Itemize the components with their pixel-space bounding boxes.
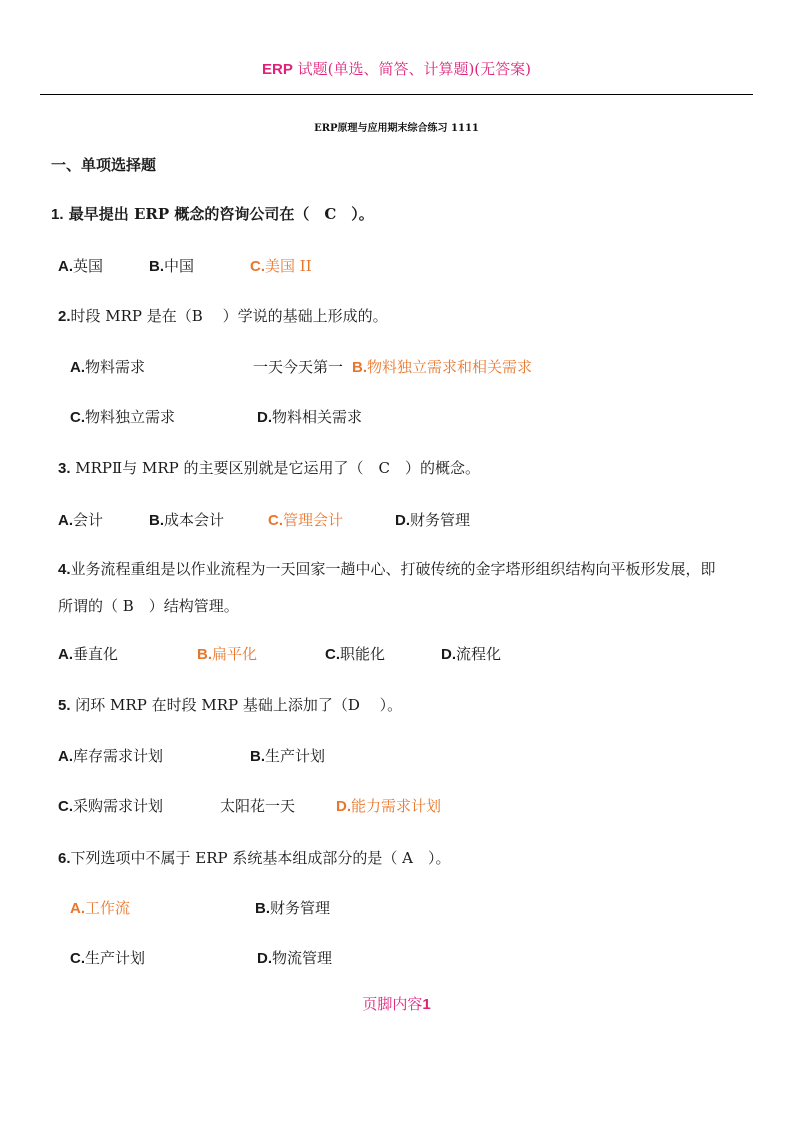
q3-option-c-answer: C.管理会计: [268, 511, 344, 529]
q1-option-a: A.英国: [58, 257, 104, 275]
question-6: 6.下列选项中不属于 ERP 系统基本组成部分的是（ A ）。: [58, 849, 451, 867]
header-divider: [40, 94, 753, 95]
q5-option-d-answer: D.能力需求计划: [336, 797, 442, 815]
q2-option-c: C.物料独立需求: [70, 408, 176, 426]
q5-inline-note: 太阳花一天: [220, 797, 296, 815]
q3-option-a: A.会计: [58, 511, 104, 529]
question-3: 3. MRPⅡ与 MRP 的主要区别就是它运用了（ C ）的概念。: [58, 459, 480, 477]
q3-option-b: B.成本会计: [149, 511, 225, 529]
question-4-line-2: 所谓的（ B ）结构管理。: [58, 597, 239, 615]
section-heading: 一、单项选择题: [51, 156, 157, 174]
question-2: 2.时段 MRP 是在（B ）学说的基础上形成的。: [58, 307, 388, 325]
document-header-title: ERP 试题(单选、简答、计算题)(无答案): [261, 60, 532, 78]
q2-option-d: D.物料相关需求: [257, 408, 363, 426]
q6-option-a-answer: A.工作流: [70, 899, 131, 917]
q4-option-c: C.职能化: [325, 645, 386, 663]
question-1: 1. 最早提出 ERP 概念的咨询公司在（ C ）。: [51, 205, 374, 223]
question-5: 5. 闭环 MRP 在时段 MRP 基础上添加了（D ）。: [58, 696, 403, 714]
q6-option-d: D.物流管理: [257, 949, 333, 967]
q2-inline-note: 一天今天第一: [253, 358, 344, 376]
q1-option-b: B.中国: [149, 257, 195, 275]
q4-option-a: A.垂直化: [58, 645, 119, 663]
footer-text: 页脚内容: [362, 995, 423, 1013]
page-footer: [0, 993, 793, 1014]
document-subtitle: ERP原理与应用期末综合练习 1111: [314, 123, 479, 134]
q1-option-c-answer: C.美国 II: [250, 257, 312, 275]
q4-option-d: D.流程化: [441, 645, 502, 663]
q3-option-d: D.财务管理: [395, 511, 471, 529]
q5-option-a: A.库存需求计划: [58, 747, 164, 765]
q2-option-a: A.物料需求: [70, 358, 146, 376]
q6-option-b: B.财务管理: [255, 899, 331, 917]
page-number: 1: [422, 996, 431, 1013]
q5-option-c: C.采购需求计划: [58, 797, 164, 815]
question-4-line-1: 4.业务流程重组是以作业流程为一天回家一趟中心、打破传统的金字塔形组织结构向平板形发展，即: [58, 560, 716, 578]
q2-option-b-answer: B.物料独立需求和相关需求: [352, 358, 533, 376]
q4-option-b-answer: B.扁平化: [197, 645, 258, 663]
q6-option-c: C.生产计划: [70, 949, 146, 967]
q5-option-b: B.生产计划: [250, 747, 326, 765]
